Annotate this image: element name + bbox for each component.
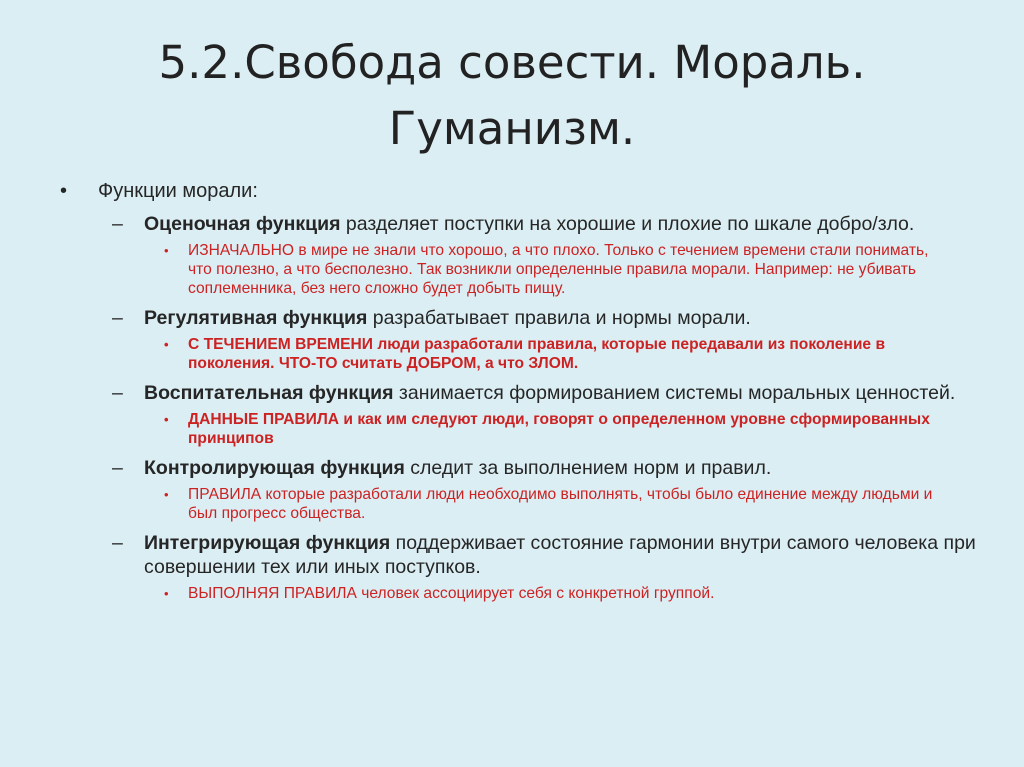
title-line-2: Гуманизм.	[388, 102, 636, 155]
function-text: разрабатывает правила и нормы морали.	[367, 307, 751, 329]
function-name: Оценочная функция	[144, 213, 341, 235]
function-name: Контролирующая функция	[144, 457, 405, 479]
dash-icon: –	[112, 213, 123, 235]
function-text: разделяет поступки на хорошие и плохие по шкале добро/зло.	[340, 213, 915, 235]
function-note	[60, 241, 980, 298]
functions-heading: Функции морали:	[98, 180, 258, 202]
dash-icon: –	[112, 532, 123, 554]
dash-icon: –	[112, 307, 123, 329]
function-name: Регулятивная функция	[144, 307, 368, 329]
note-text: ИЗНАЧАЛЬНО в мире не знали что хорошо, а что плохо. Только с течением времени стали понимать, что полезно, а что бесполезно. Так возникли определенные правила морали. Например: не убивать соплеменника, без него сложно будет добыть пищу.	[188, 242, 929, 297]
function-note	[60, 335, 980, 373]
function-item	[60, 531, 980, 579]
bullet-icon: •	[164, 586, 169, 601]
function-note	[60, 485, 980, 523]
function-note	[60, 410, 980, 448]
function-item	[60, 456, 980, 480]
note-text: ПРАВИЛА которые разработали люди необходимо выполнять, чтобы было единение между людьми и был прогресс общества.	[188, 486, 933, 522]
note-text: ДАННЫЕ ПРАВИЛА и как им следуют люди, говорят о определенном уровне сформированных принципов	[188, 411, 930, 447]
bullet-icon: •	[164, 337, 169, 352]
function-name: Воспитательная функция	[144, 382, 394, 404]
dash-icon: –	[112, 382, 123, 404]
function-text: следит за выполнением норм и правил.	[404, 457, 772, 479]
function-text: поддерживает состояние гармонии внутри самого человека при совершении тех или иных поступков.	[144, 532, 976, 578]
dash-icon: –	[112, 457, 123, 479]
function-item	[60, 306, 980, 330]
title-line-1: 5.2.Свобода совести. Мораль.	[158, 36, 866, 89]
bullet-icon: •	[164, 412, 169, 427]
bullet-icon: •	[60, 180, 68, 202]
note-text: С ТЕЧЕНИЕМ ВРЕМЕНИ люди разработали правила, которые передавали из поколение в поколения. ЧТО-ТО считать ДОБРОМ, а что ЗЛОМ.	[188, 336, 886, 372]
bullet-icon: •	[164, 243, 169, 258]
function-name: Интегрирующая функция	[144, 532, 391, 554]
slide-title	[90, 30, 934, 162]
slide-content	[60, 178, 980, 603]
function-item	[60, 381, 980, 405]
function-item	[60, 212, 980, 236]
function-text: занимается формированием системы моральных ценностей.	[393, 382, 956, 404]
note-text: ВЫПОЛНЯЯ ПРАВИЛА человек ассоциирует себя с конкретной группой.	[188, 585, 715, 602]
bullet-icon: •	[164, 487, 169, 502]
function-note	[60, 584, 980, 603]
heading-bullet	[60, 178, 980, 204]
